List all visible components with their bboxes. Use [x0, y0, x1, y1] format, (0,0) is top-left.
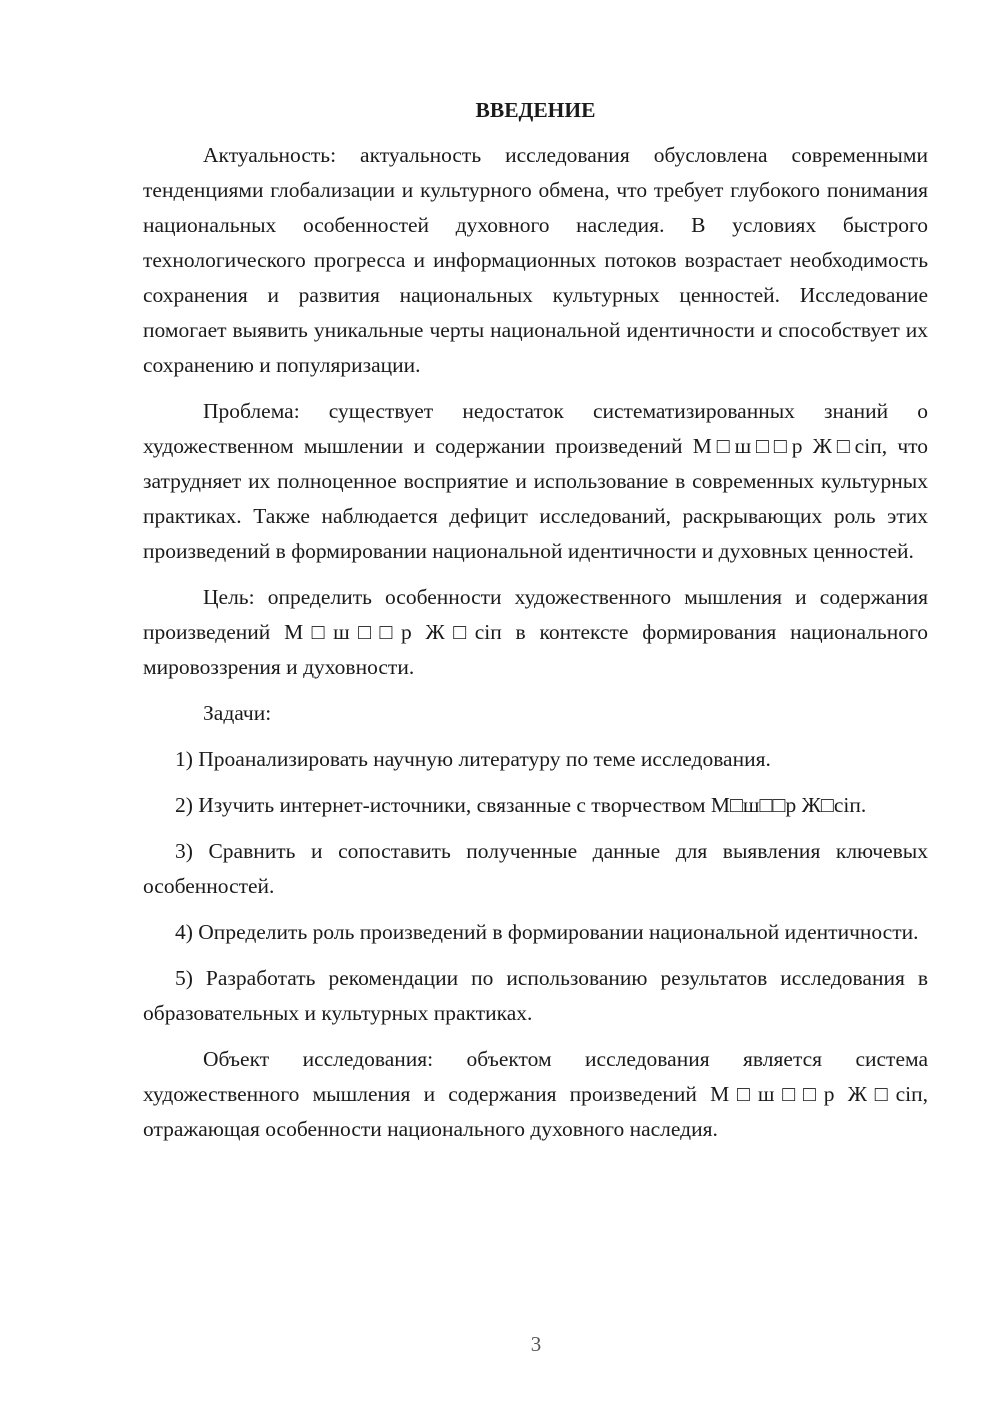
task-item-4: 4) Определить роль произведений в формировании национальной идентичности. — [175, 920, 919, 944]
task-item-3: 3) Сравнить и сопоставить полученные данные для выявления ключевых особенностей. — [143, 839, 934, 898]
document-body — [143, 95, 934, 1158]
problem-paragraph: Проблема: существует недостаток систематизированных знаний о художественном мышлении и содержании произведений М□ш□□р Ж□сіп, что затрудняет их полноценное восприятие и использование в современных культурных практиках. Также наблюдается дефицит исследований, раскрывающих роль этих произведений в формировании национальной идентичности и духовных ценностей. — [143, 399, 934, 563]
task-item-1: 1) Проанализировать научную литературу по теме исследования. — [175, 747, 771, 771]
task-item-2: 2) Изучить интернет-источники, связанные с творчеством М□ш□□р Ж□сіп. — [175, 793, 867, 817]
page-number: 3 — [530, 1332, 542, 1356]
task-item-5: 5) Разработать рекомендации по использованию результатов исследования в образовательных и культурных практиках. — [143, 966, 934, 1025]
object-paragraph: Объект исследования: объектом исследования является система художественного мышления и содержания произведений М□ш□□р Ж□сіп, отражающая особенности национального духовного наследия. — [143, 1047, 934, 1141]
section-title: ВВЕДЕНИЕ — [475, 98, 596, 122]
relevance-paragraph: Актуальность: актуальность исследования обусловлена современными тенденциями глобализации и культурного обмена, что требует глубокого понимания национальных особенностей духовного наследия. В условиях быстрого технологического прогресса и информационных потоков возрастает необходимость сохранения и развития национальных культурных ценностей. Исследование помогает выявить уникальные черты национальной идентичности и способствует их сохранению и популяризации. — [143, 143, 934, 377]
tasks-label: Задачи: — [203, 701, 272, 725]
goal-paragraph: Цель: определить особенности художественного мышления и содержания произведений М□ш□□р Ж□сіп в контексте формирования национального мировоззрения и духовности. — [143, 585, 934, 679]
